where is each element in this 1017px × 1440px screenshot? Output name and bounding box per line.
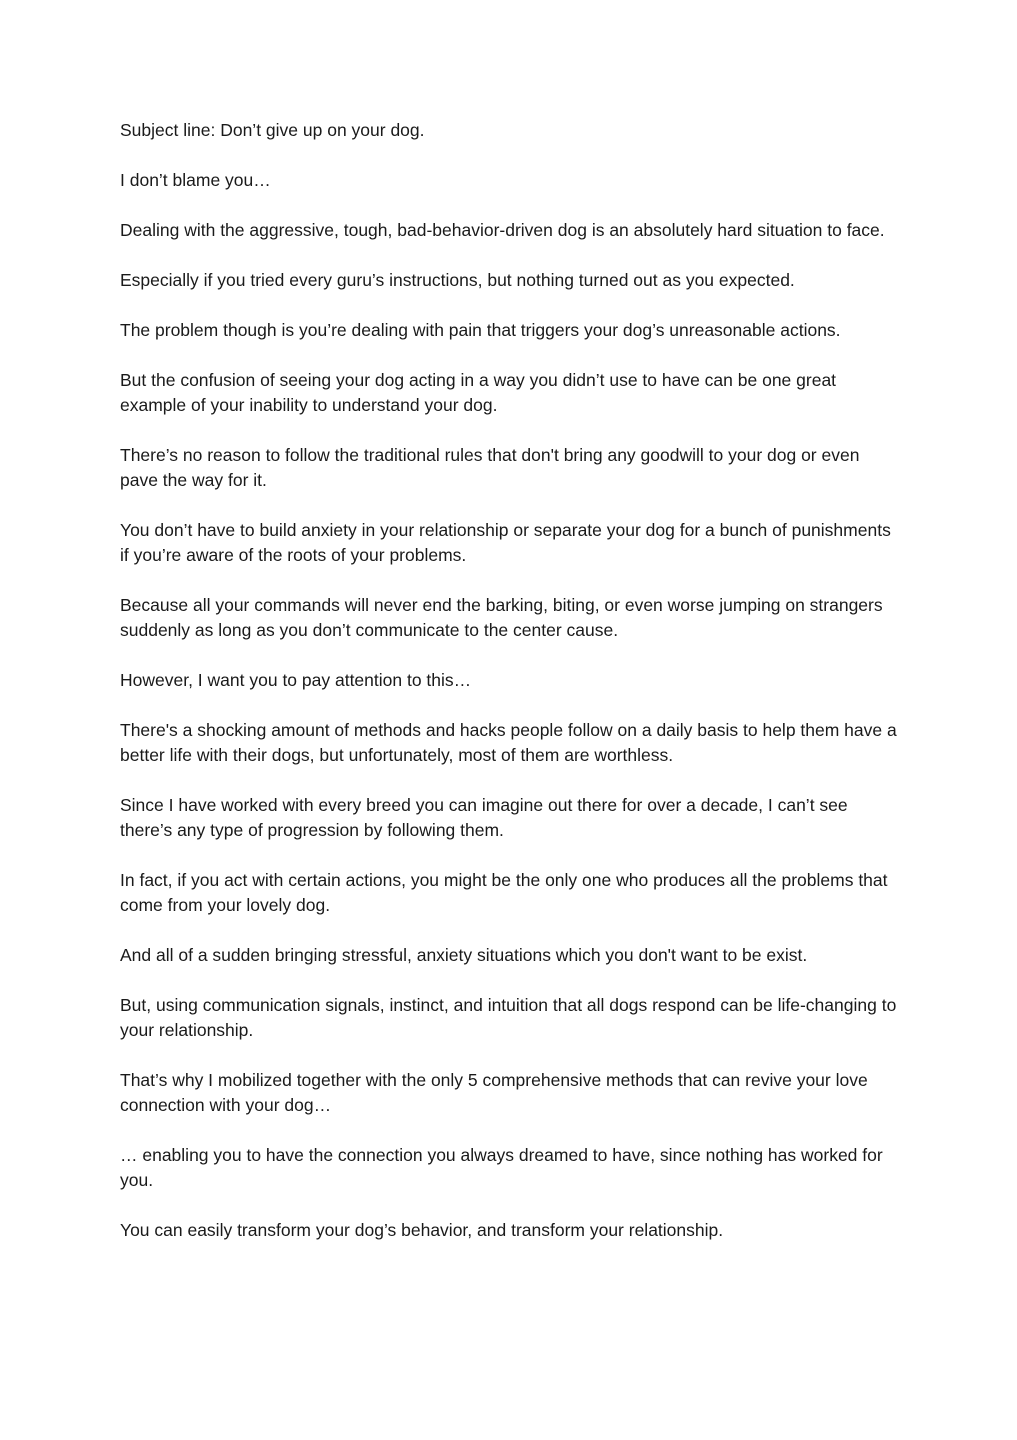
paragraph: However, I want you to pay attention to this… <box>120 670 472 690</box>
paragraph: That’s why I mobilized together with the only 5 comprehensive methods that can revive your love connection with your dog… <box>120 1070 868 1115</box>
paragraph: There’s no reason to follow the traditional rules that don't bring any goodwill to your dog or even pave the way for it. <box>120 445 860 490</box>
paragraph: The problem though is you’re dealing with pain that triggers your dog’s unreasonable actions. <box>120 320 841 340</box>
paragraph: But the confusion of seeing your dog acting in a way you didn’t use to have can be one great example of your inability to understand your dog. <box>120 370 837 415</box>
paragraph: You don’t have to build anxiety in your relationship or separate your dog for a bunch of punishments if you’re aware of the roots of your problems. <box>120 520 891 565</box>
paragraph: I don’t blame you… <box>120 170 271 190</box>
paragraph: Because all your commands will never end the barking, biting, or even worse jumping on strangers suddenly as long as you don’t communicate to the center cause. <box>120 595 883 640</box>
document-body <box>120 118 900 1268</box>
paragraph: … enabling you to have the connection you always dreamed to have, since nothing has worked for you. <box>120 1145 883 1190</box>
paragraph: Especially if you tried every guru’s instructions, but nothing turned out as you expected. <box>120 270 795 290</box>
paragraph: Dealing with the aggressive, tough, bad-behavior-driven dog is an absolutely hard situation to face. <box>120 220 885 240</box>
paragraph: But, using communication signals, instinct, and intuition that all dogs respond can be life-changing to your relationship. <box>120 995 897 1040</box>
paragraph: You can easily transform your dog’s behavior, and transform your relationship. <box>120 1220 724 1240</box>
paragraph: There's a shocking amount of methods and hacks people follow on a daily basis to help them have a better life with their dogs, but unfortunately, most of them are worthless. <box>120 720 897 765</box>
paragraph: Since I have worked with every breed you can imagine out there for over a decade, I can’t see there’s any type of progression by following them. <box>120 795 848 840</box>
paragraph: In fact, if you act with certain actions, you might be the only one who produces all the problems that come from your lovely dog. <box>120 870 888 915</box>
paragraph: And all of a sudden bringing stressful, anxiety situations which you don't want to be exist. <box>120 945 808 965</box>
subject-line: Subject line: Don’t give up on your dog. <box>120 120 425 140</box>
